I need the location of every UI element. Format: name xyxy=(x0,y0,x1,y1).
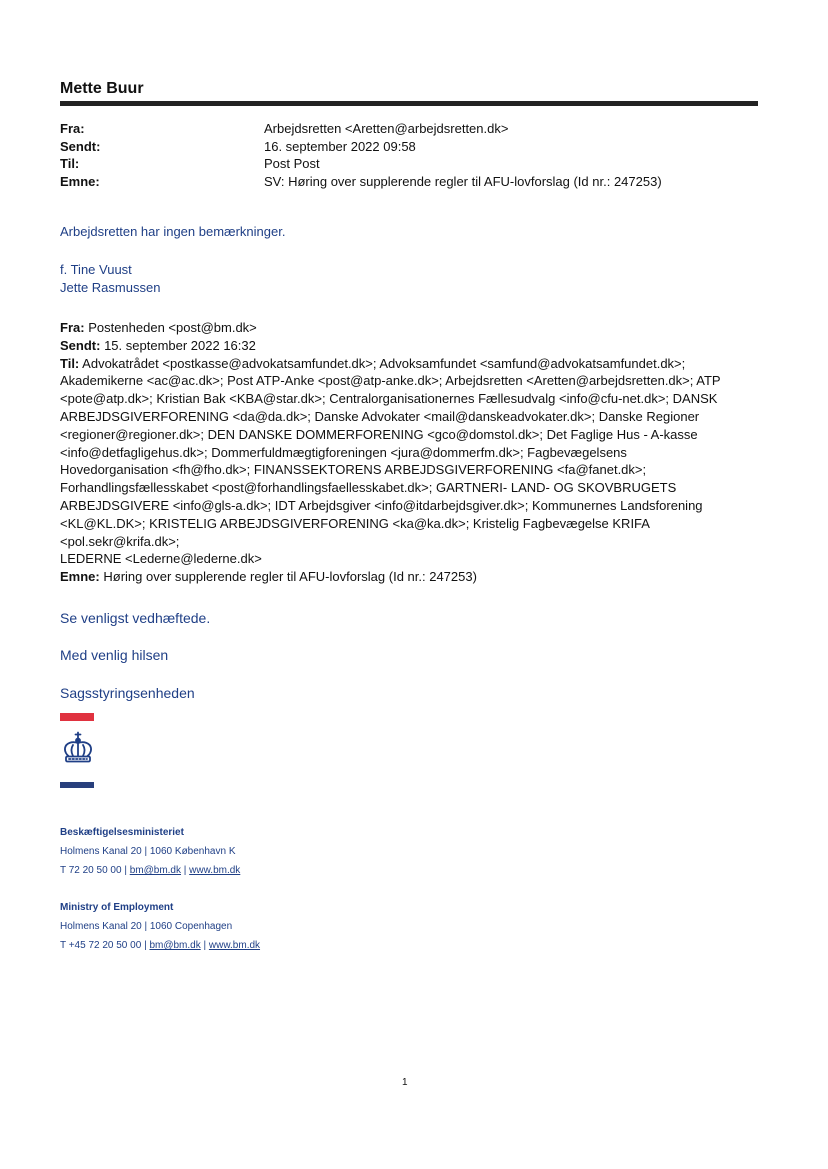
separator: | xyxy=(183,865,187,876)
recipients-line: <KL@KL.DK>; KRISTELIG ARBEJDSGIVERFORENING <ka@ka.dk>; Kristelig Fagbevægelse KRIFA <pol.sekr@krifa.dk>; xyxy=(60,515,650,549)
forwarded-subject-value: Høring over supplerende regler til AFU-lovforslag (Id nr.: 247253) xyxy=(103,569,477,585)
header-value: 16. september 2022 09:58 xyxy=(264,138,416,154)
forwarded-from xyxy=(60,319,760,337)
forwarded-sent-label: Sendt: xyxy=(60,337,101,353)
recipients-line: ARBEJDSGIVERE <info@gls-a.dk>; IDT Arbejdsgiver <info@itdarbejdsgiver.dk>; Kommunernes Landsforening xyxy=(60,497,703,513)
header-row-to xyxy=(60,155,760,173)
recipients-line: Forhandlingsfællesskabet <post@forhandlingsfaellesskabet.dk>; GARTNERI- LAND- OG SKOVBRUGETS xyxy=(60,480,677,496)
email-link[interactable]: bm@bm.dk xyxy=(129,865,181,876)
reply-signature xyxy=(60,261,160,297)
recipients-line: <info@detfagligehus.dk>; Dommerfuldmægtigforeningen <jura@dommerfm.dk>; Fagbevægelsens xyxy=(60,444,627,460)
header-value: Arbejdsretten <Aretten@arbejdsretten.dk> xyxy=(264,121,509,136)
logo-blue-bar xyxy=(60,782,94,788)
forwarded-sent-value: 15. september 2022 16:32 xyxy=(104,337,256,353)
website-link[interactable]: www.bm.dk xyxy=(189,865,241,876)
recipients-line: Hovedorganisation <fh@fho.dk>; FINANSSEKTORENS ARBEJDSGIVERFORENING <fa@fanet.dk>; xyxy=(60,462,647,478)
forwarded-message-header xyxy=(60,319,760,586)
footer-danish xyxy=(60,823,240,880)
ministry-name: Ministry of Employment xyxy=(60,902,174,913)
reply-text: Arbejdsretten har ingen bemærkninger. xyxy=(60,224,286,239)
header-rule xyxy=(60,101,758,106)
forwarded-from-label: Fra: xyxy=(60,320,85,335)
recipients-line: Akademikerne <ac@ac.dk>; Post ATP-Anke <post@atp-anke.dk>; Arbejdsretten <Aretten@arbejdsretten.dk>; ATP xyxy=(60,373,721,389)
separator: | xyxy=(124,865,127,876)
header-label: Emne: xyxy=(60,173,100,189)
recipients-line: ARBEJDSGIVERFORENING <da@da.dk>; Danske Advokater <mail@danskeadvokater.dk>; Danske Regioner xyxy=(60,408,700,424)
recipients-line: Advokatrådet <postkasse@advokatsamfundet.dk>; Advoksamfundet <samfund@advokatsamfundet.dk>; xyxy=(82,355,686,371)
signature-line: Jette Rasmussen xyxy=(60,280,161,295)
crown-icon xyxy=(60,731,96,767)
footer-english xyxy=(60,898,260,955)
ministry-address: Holmens Kanal 20 | 1060 Copenhagen xyxy=(60,921,233,932)
recipients-line: LEDERNE <Lederne@lederne.dk> xyxy=(60,551,262,567)
header-value: Post Post xyxy=(264,156,320,171)
body-line: Med venlig hilsen xyxy=(60,647,169,663)
ministry-address: Holmens Kanal 20 | 1060 København K xyxy=(60,846,236,857)
email-header xyxy=(60,120,760,190)
sender-department: Sagsstyringsenheden xyxy=(60,685,195,701)
recipients-line: <regioner@regioner.dk>; DEN DANSKE DOMMERFORENING <gco@domstol.dk>; Det Faglige Hus - A-kasse xyxy=(60,426,698,442)
email-link[interactable]: bm@bm.dk xyxy=(149,940,201,951)
header-row-from xyxy=(60,120,760,138)
separator: | xyxy=(203,940,207,951)
forwarded-sent xyxy=(60,337,760,355)
signature-line: f. Tine Vuust xyxy=(60,262,132,277)
website-link[interactable]: www.bm.dk xyxy=(208,940,261,951)
forwarded-from-value: Postenheden <post@bm.dk> xyxy=(88,320,257,335)
header-row-subject xyxy=(60,173,760,191)
ministry-contact xyxy=(60,936,260,955)
forwarded-to-label: Til: xyxy=(60,355,80,371)
header-row-sent xyxy=(60,138,760,156)
body-line: Se venligst vedhæftede. xyxy=(60,610,211,626)
header-label: Sendt: xyxy=(60,138,101,154)
ministry-contact xyxy=(60,861,240,880)
forwarded-subject xyxy=(60,568,760,586)
header-value: SV: Høring over supplerende regler til AFU-lovforslag (Id nr.: 247253) xyxy=(264,173,662,189)
forwarded-subject-label: Emne: xyxy=(60,569,100,585)
phone-number: T +45 72 20 50 00 xyxy=(60,940,142,951)
sender-name: Mette Buur xyxy=(60,80,144,97)
page-number: 1 xyxy=(402,1077,408,1088)
header-label: Til: xyxy=(60,156,80,171)
logo-red-bar xyxy=(60,713,94,721)
recipients-line: <pote@atp.dk>; Kristian Bak <KBA@star.dk>; Centralorganisationernes Fællesudvalg <info@cfu-net.dk>; DANSK xyxy=(60,391,718,407)
phone-number: T 72 20 50 00 xyxy=(60,865,122,876)
forwarded-to xyxy=(60,355,760,569)
ministry-name: Beskæftigelsesministeriet xyxy=(60,827,184,838)
header-label: Fra: xyxy=(60,121,85,136)
separator: | xyxy=(144,940,147,951)
